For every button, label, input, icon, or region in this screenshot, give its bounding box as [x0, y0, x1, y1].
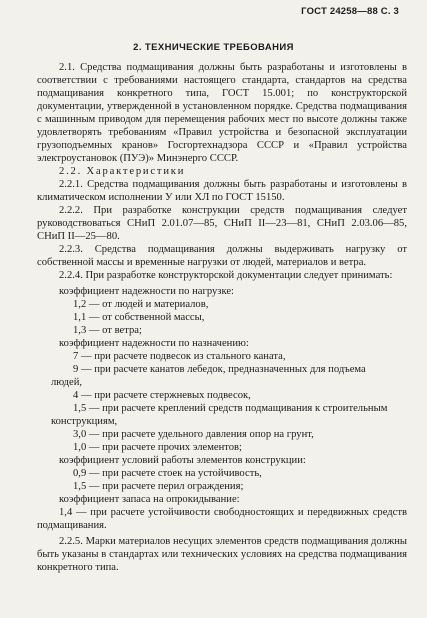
coefficient-line: 0,9 — при расчете стоек на устойчивость,: [73, 468, 262, 479]
coefficient-line: 4 — при расчете стержневых подвесок,: [73, 390, 251, 401]
paragraph-2-2: 2.2. Характеристики: [59, 166, 186, 177]
paragraph-2-1: 2.1. Средства подмащивания должны быть разработаны и изготовлены в соответствии с требованиями настоящего стандарта, стандартов на средства подмащивания конкретного типа, ГОСТ 15.001; по конструкторской документации, утвержденной в установленном порядке. Средства подмащивания с машинным приводом для перемещения рабочих мест по высоте должны также удовлетворять требованиям «Правил устройства и безопасной эксплуатации грузоподъемных кранов» Госгортехнадзора СССР и «Правил устройства электроустановок (ПУЭ)» Минэнерго СССР.: [37, 62, 407, 164]
paragraph-2-2-1: 2.2.1. Средства подмащивания должны быть разработаны и изготовлены в климатическом исполнении У или ХЛ по ГОСТ 15150.: [37, 179, 407, 203]
paragraph-2-2-5: 2.2.5. Марки материалов несущих элементов средств подмащивания должны быть указаны в стандартах или технических условиях на средства подмащивания конкретного типа.: [37, 536, 407, 573]
page-header: ГОСТ 24258—88 С. 3: [301, 6, 399, 17]
document-body: [37, 61, 407, 574]
coefficient-line: 3,0 — при расчете удельного давления опор на грунт,: [73, 429, 314, 440]
coefficient-line: 1,1 — от собственной массы,: [73, 312, 205, 323]
paragraph-2-2-2: 2.2.2. При разработке конструкции средств подмащивания следует руководствоваться СНиП 2.01.07—85, СНиП II—23—81, СНиП 2.03.06—85, СНиП II—25—80.: [37, 205, 407, 242]
coefficient-line-continuation: людей,: [51, 377, 83, 388]
coefficient-heading-load: коэффициент надежности по нагрузке:: [59, 286, 235, 297]
coefficient-line-continuation: конструкциям,: [51, 416, 118, 427]
coefficient-line: 1,0 — при расчете прочих элементов;: [73, 442, 242, 453]
paragraph-2-2-4: 2.2.4. При разработке конструкторской документации следует принимать:: [59, 270, 393, 281]
paragraph-2-2-3: 2.2.3. Средства подмащивания должны выдерживать нагрузку от собственной массы и временные нагрузки от людей, материалов и ветра.: [37, 244, 407, 268]
coefficient-heading-overturning: коэффициент запаса на опрокидывание:: [59, 494, 240, 505]
coefficient-heading-purpose: коэффициент надежности по назначению:: [59, 338, 249, 349]
section-title: 2. ТЕХНИЧЕСКИЕ ТРЕБОВАНИЯ: [133, 42, 294, 53]
coefficient-line: 9 — при расчете канатов лебедок, предназначенных для подъема: [73, 364, 366, 375]
coefficient-line: 1,5 — при расчете креплений средств подмащивания к строительным: [73, 403, 388, 414]
coefficient-line: 1,3 — от ветра;: [73, 325, 142, 336]
coefficient-line: 7 — при расчете подвесок из стального каната,: [73, 351, 286, 362]
coefficient-heading-conditions: коэффициент условий работы элементов конструкции:: [59, 455, 306, 466]
coefficient-line: 1,5 — при расчете перил ограждения;: [73, 481, 244, 492]
coefficient-line: 1,2 — от людей и материалов,: [73, 299, 209, 310]
coefficient-line: 1,4 — при расчете устойчивости свободностоящих и передвижных средств подмащивания.: [37, 507, 407, 531]
